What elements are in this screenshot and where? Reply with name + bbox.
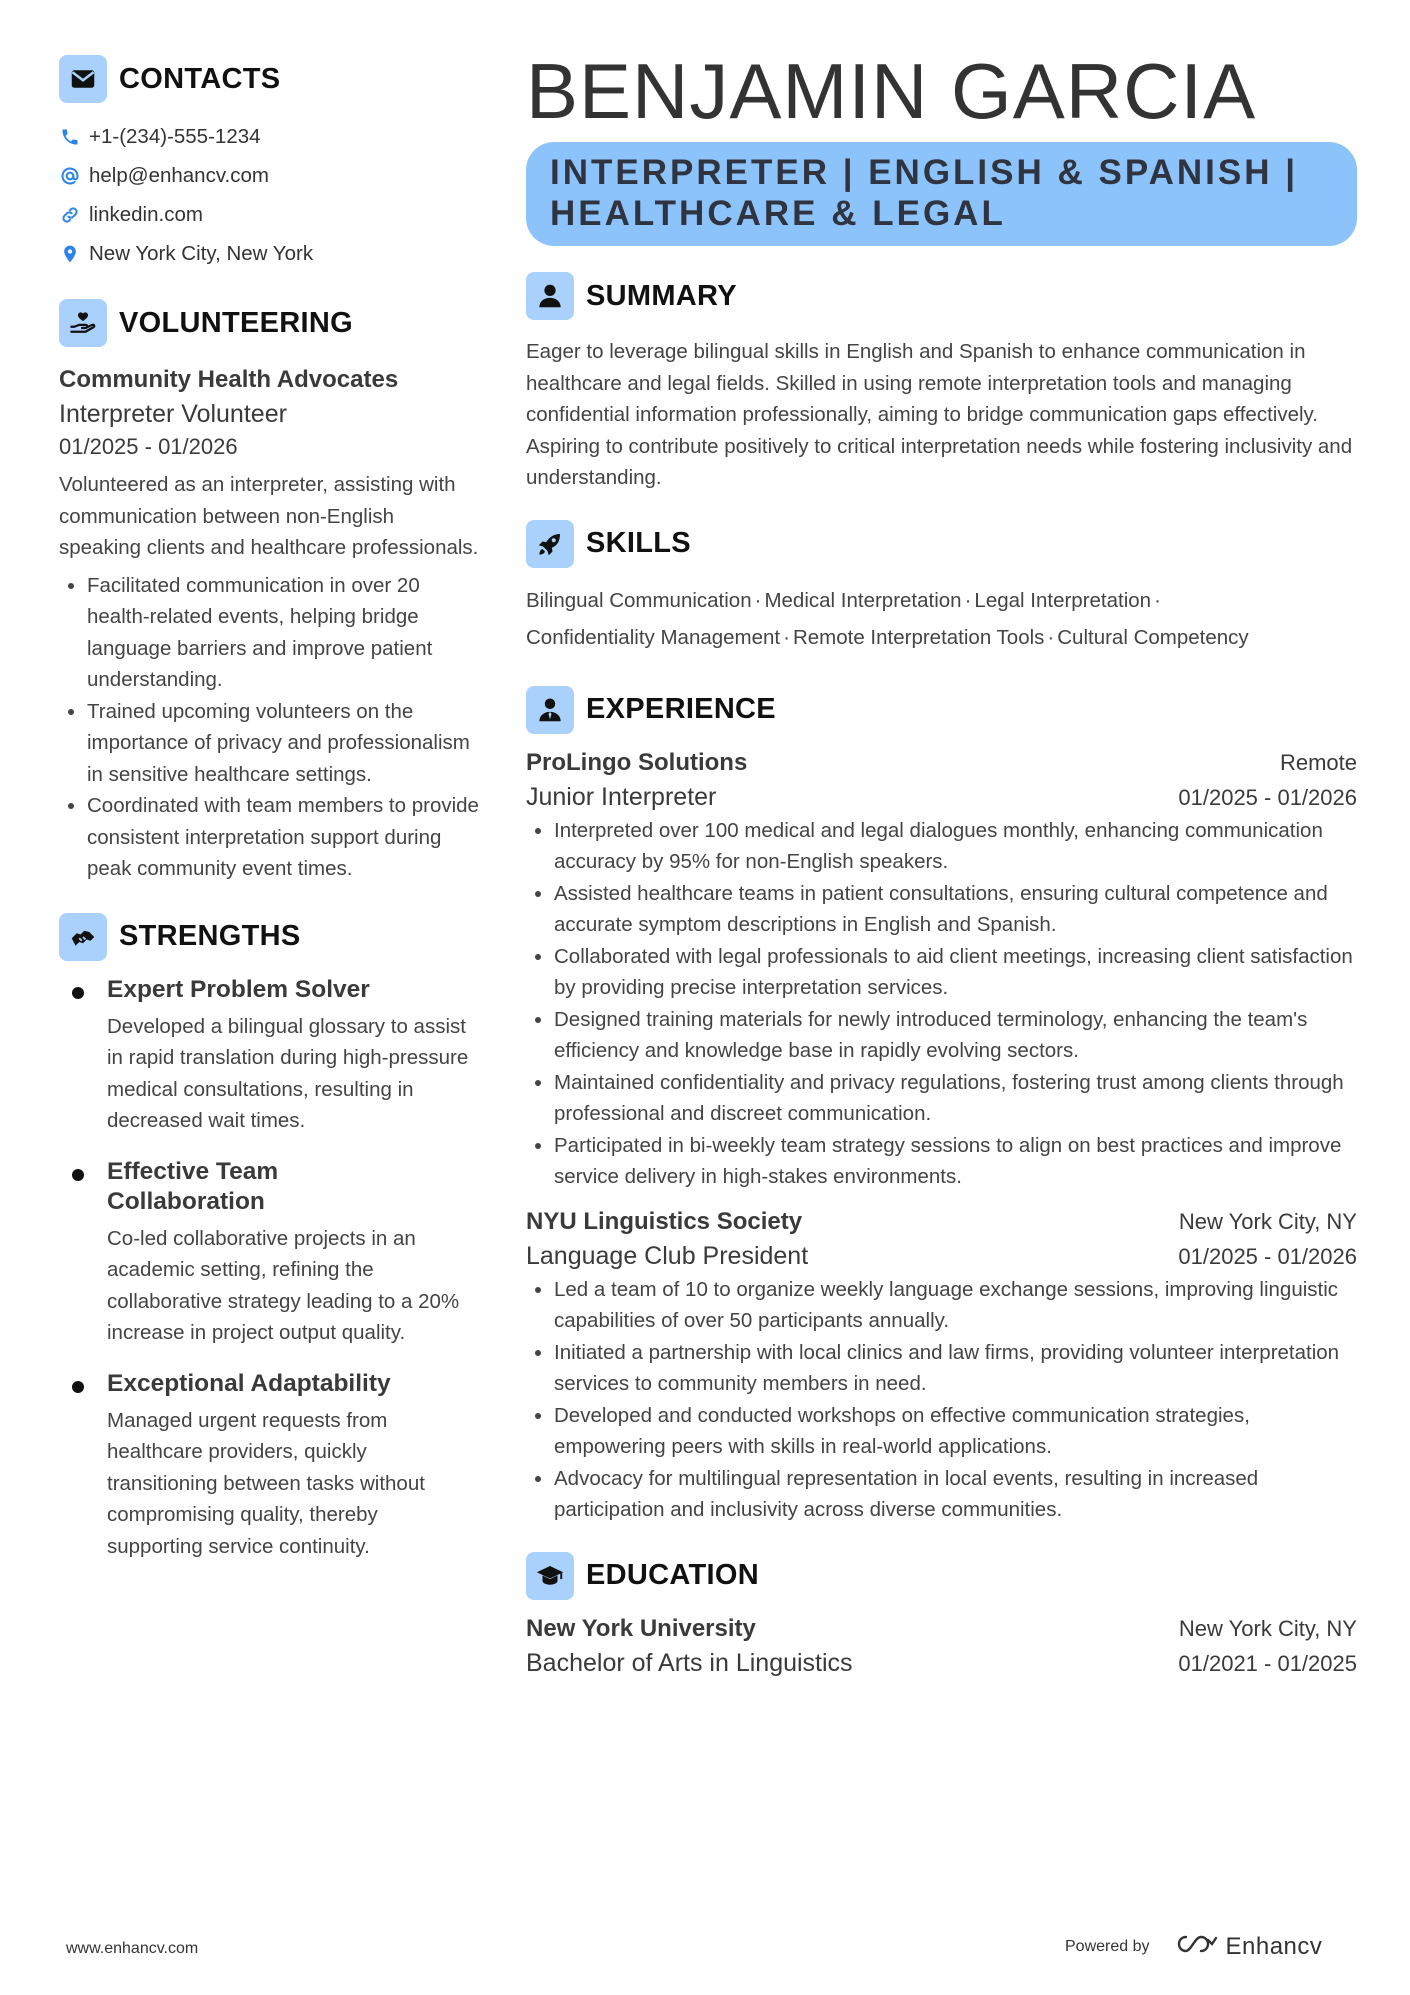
list-item: Facilitated communication in over 20 health-related events, helping bridge language barriers and improve patient understanding. — [59, 570, 479, 696]
skill-separator: · — [1154, 588, 1161, 612]
education-header-row — [526, 1612, 1357, 1646]
list-item: Led a team of 10 to organize weekly language exchange sessions, improving linguistic capabilities of over 50 participants annually. — [526, 1274, 1357, 1337]
rocket-icon — [526, 520, 574, 568]
list-item: Assisted healthcare teams in patient consultations, ensuring cultural competence and accurate symptom descriptions in English and Spanish. — [526, 878, 1357, 941]
strengths-list — [59, 975, 479, 1563]
experience-role-row — [526, 1239, 1357, 1274]
strength-title: Exceptional Adaptability — [107, 1369, 391, 1397]
contact-linkedin[interactable] — [59, 195, 479, 234]
education-degree: Bachelor of Arts in Linguistics — [526, 1648, 853, 1677]
education-section-header — [526, 1552, 1357, 1600]
volunteer-description: Volunteered as an interpreter, assisting with communication between non-English speaking clients and healthcare professionals. — [59, 473, 479, 559]
summary-section-header — [526, 272, 1357, 320]
list-item: Interpreted over 100 medical and legal dialogues monthly, enhancing communication accuracy by 95% for non-English speakers. — [526, 815, 1357, 878]
experience-role: Junior Interpreter — [526, 782, 717, 811]
skill-item: Confidentiality Management — [526, 625, 781, 649]
contacts-section-header — [59, 55, 479, 103]
education-entry — [526, 1612, 1357, 1681]
strength-item — [59, 1369, 479, 1563]
skills-section-header — [526, 520, 1357, 568]
volunteering-entry — [59, 363, 479, 885]
envelope-icon — [59, 55, 107, 103]
list-item: Advocacy for multilingual representation in local events, resulting in increased participation and inclusivity across diverse communities. — [526, 1463, 1357, 1526]
experience-entry — [526, 1205, 1357, 1526]
skill-separator: · — [754, 588, 762, 612]
summary-heading: SUMMARY — [586, 279, 737, 312]
phone-text: +1-(234)-555-1234 — [89, 124, 261, 148]
strengths-heading: STRENGTHS — [119, 920, 301, 952]
experience-company: NYU Linguistics Society — [526, 1207, 803, 1235]
strength-item — [59, 975, 479, 1137]
experience-section-header — [526, 686, 1357, 734]
experience-dates: 01/2025 - 01/2026 — [1178, 1243, 1357, 1269]
handshake-icon — [59, 913, 107, 961]
experience-entry — [526, 746, 1357, 1193]
job-title-line-1: INTERPRETER | ENGLISH & SPANISH | — [550, 153, 1299, 192]
experience-heading: EXPERIENCE — [586, 693, 776, 725]
education-degree-row — [526, 1646, 1357, 1681]
list-item: Coordinated with team members to provide consistent interpretation support during peak community event times. — [59, 790, 479, 885]
enhancv-logo-icon — [1174, 1932, 1220, 1961]
list-item: Maintained confidentiality and privacy regulations, fostering trust among clients through professional and discreet communication. — [526, 1067, 1357, 1130]
list-item: Collaborated with legal professionals to aid client meetings, increasing client satisfaction by providing precise interpretation services. — [526, 941, 1357, 1004]
skill-item: Medical Interpretation — [764, 588, 962, 612]
experience-role: Language Club President — [526, 1241, 809, 1270]
list-item: Participated in bi-weekly team strategy sessions to align on best practices and improve service delivery in high-stakes environments. — [526, 1130, 1357, 1193]
contacts-list — [59, 117, 479, 273]
skills-heading: SKILLS — [586, 527, 691, 559]
businessman-icon — [526, 686, 574, 734]
bullet-dot — [72, 1381, 84, 1393]
hand-heart-icon — [59, 299, 107, 347]
location-text: New York City, New York — [89, 241, 314, 265]
experience-header-row — [526, 1205, 1357, 1239]
experience-location: New York City, NY — [1178, 1208, 1357, 1234]
volunteer-organization: Community Health Advocates — [59, 366, 399, 393]
experience-location: Remote — [1279, 749, 1357, 775]
education-dates: 01/2021 - 01/2025 — [1178, 1650, 1357, 1676]
contacts-heading: CONTACTS — [119, 62, 281, 95]
skill-item: Cultural Competency — [1057, 625, 1249, 649]
summary-text: Eager to leverage bilingual skills in English and Spanish to enhance communication in healthcare and legal fields. Skilled in using remote interpretation tools and managing confidential information professionally, aiming to bridge communication gaps effectively. Aspiring to contribute positively to critical interpretation needs while fostering inclusivity and understanding. — [526, 340, 1353, 489]
volunteer-dates: 01/2025 - 01/2026 — [59, 434, 238, 459]
strength-title: Expert Problem Solver — [107, 975, 370, 1003]
job-title-line-2: HEALTHCARE & LEGAL — [550, 194, 1006, 233]
brand-name: Enhancv — [1225, 1932, 1323, 1960]
experience-dates: 01/2025 - 01/2026 — [1178, 784, 1357, 810]
right-column — [526, 47, 1357, 1681]
education-location: New York City, NY — [1178, 1615, 1357, 1641]
volunteer-bullets — [59, 570, 479, 885]
list-item: Trained upcoming volunteers on the importance of privacy and professionalism in sensitive healthcare settings. — [59, 696, 479, 791]
email-text: help@enhancv.com — [89, 163, 269, 187]
linkedin-text: linkedin.com — [89, 202, 203, 226]
user-icon — [526, 272, 574, 320]
volunteer-role: Interpreter Volunteer — [59, 400, 287, 428]
footer-branding — [1065, 1932, 1322, 1961]
contact-phone[interactable] — [59, 117, 479, 156]
candidate-name: BENJAMIN GARCIA — [526, 47, 1257, 135]
skill-item: Legal Interpretation — [974, 588, 1152, 612]
list-item: Developed and conducted workshops on effective communication strategies, empowering peers with skills in real-world applications. — [526, 1400, 1357, 1463]
graduation-cap-icon — [526, 1552, 574, 1600]
skills-list — [526, 582, 1357, 656]
list-item: Designed training materials for newly introduced terminology, enhancing the team's efficiency and knowledge base in rapidly evolving sectors. — [526, 1004, 1357, 1067]
skill-separator: · — [1047, 625, 1055, 649]
experience-header-row — [526, 746, 1357, 780]
job-title-banner — [526, 142, 1357, 246]
volunteering-heading: VOLUNTEERING — [119, 306, 353, 339]
experience-bullets — [526, 1274, 1357, 1526]
skill-item: Bilingual Communication — [526, 588, 752, 612]
experience-bullets — [526, 815, 1357, 1193]
experience-company: ProLingo Solutions — [526, 748, 748, 776]
phone-icon — [59, 126, 81, 148]
strength-title: Effective Team Collaboration — [107, 1157, 279, 1215]
powered-by-text: Powered by — [1065, 1937, 1150, 1955]
strength-description: Co-led collaborative projects in an academic setting, refining the collaborative strategy leading to a 20% increase in project output quality. — [107, 1226, 460, 1344]
experience-role-row — [526, 780, 1357, 815]
volunteering-section-header — [59, 299, 479, 347]
at-sign-icon — [59, 165, 81, 187]
left-column — [59, 55, 479, 1562]
contact-location — [59, 234, 479, 273]
strength-description: Developed a bilingual glossary to assist in rapid translation during high-pressure medical consultations, resulting in decreased wait times. — [107, 1014, 469, 1132]
link-icon — [59, 204, 81, 226]
contact-email[interactable] — [59, 156, 479, 195]
strengths-section-header — [59, 913, 479, 961]
bullet-dot — [72, 987, 84, 999]
skill-separator: · — [783, 625, 790, 649]
footer-website[interactable]: www.enhancv.com — [66, 1940, 199, 1957]
list-item: Initiated a partnership with local clinics and law firms, providing volunteer interpretation services to community members in need. — [526, 1337, 1357, 1400]
bullet-dot — [72, 1169, 84, 1181]
skill-item: Remote Interpretation Tools — [792, 625, 1045, 649]
location-pin-icon — [59, 243, 81, 265]
skill-separator: · — [964, 588, 972, 612]
education-school: New York University — [526, 1614, 756, 1642]
strength-item — [59, 1157, 479, 1349]
education-heading: EDUCATION — [586, 1559, 759, 1591]
strength-description: Managed urgent requests from healthcare providers, quickly transitioning between tasks without compromising quality, thereby supporting service continuity. — [107, 1408, 425, 1558]
